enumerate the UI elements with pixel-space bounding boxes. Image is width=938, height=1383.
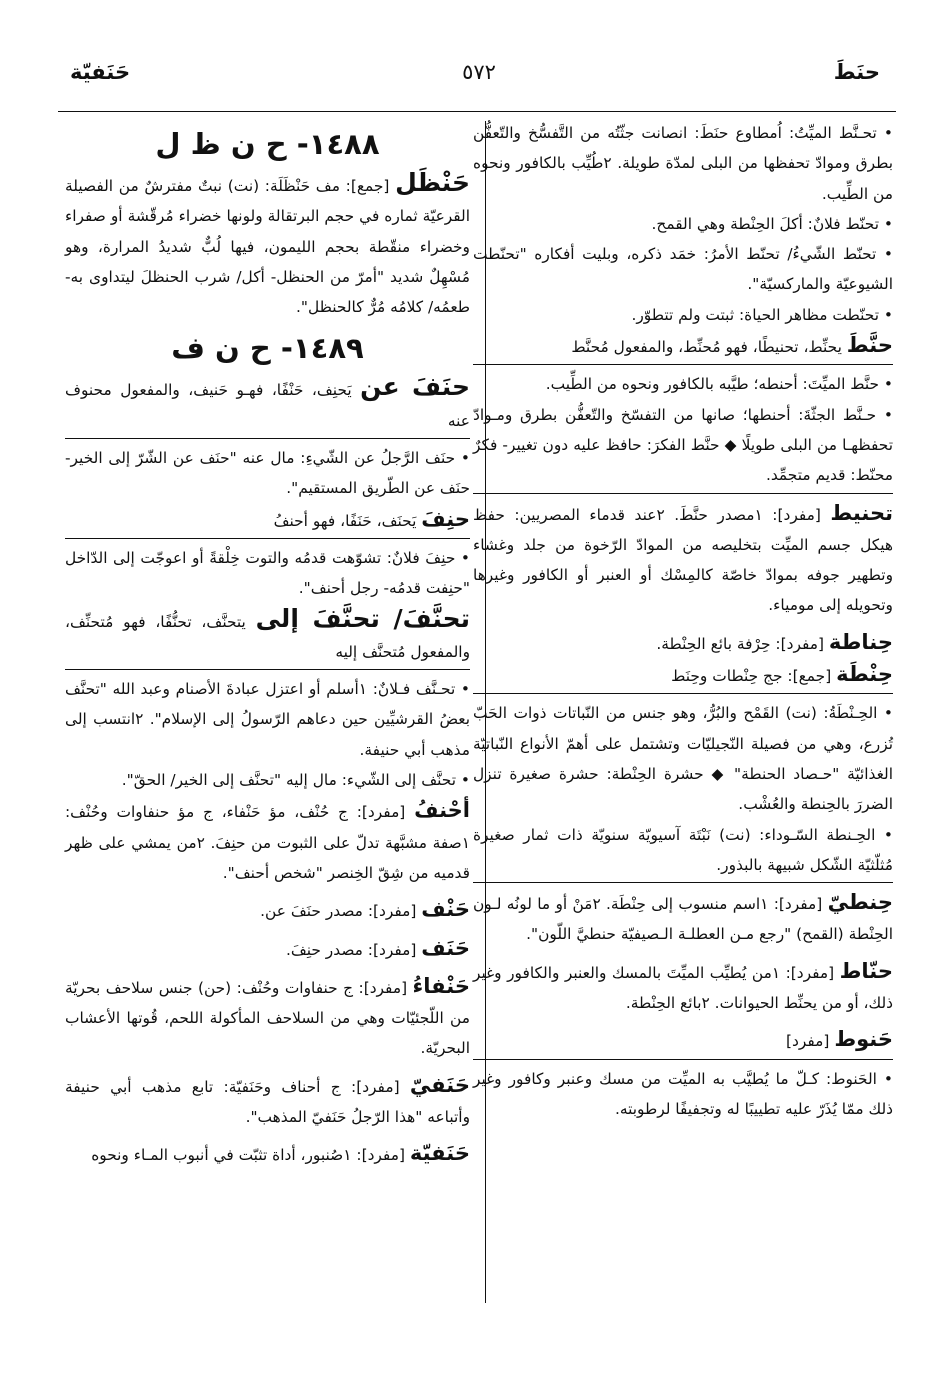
entry-text: [مفرد]: ج حُنْف، مؤ حَنْفاء، ج مؤ حنفاوات وحُنْف: ١صفة مشبَّهة تدلّ على الثبوت من حنِفَ. ٢من يمشي على ظهر قدميه من شِقّ الخِنصر "شخص أحنف". [65,803,470,882]
entry-text: [مفرد] [786,1032,835,1051]
definition: • تحنّط الشّيءُ/ تحنّط الأمرُ: خمَد ذكره، وبليت أفكاره "تحنّطت الشيوعيّة والماركسيّة". [473,245,893,294]
definition: • تحنَّف إلى الشّيء: مال إليه "تحنَّف إلى الخير/ الحقّ". [121,771,470,790]
entry [473,330,893,362]
header-left-word: حَنَفيّة [70,60,131,84]
definition: • تحنّط فلانٌ: أكلَ الحِنْطة وهي القمح. [651,214,893,233]
header-rule [58,111,896,112]
entry-divider [65,669,470,670]
entry [65,1070,470,1133]
entry-text: يَحنَف، حَنَفًا، فهو أحنفُ [273,511,422,530]
entry [65,971,470,1064]
entry-divider [473,693,893,694]
entry-divider [473,364,893,365]
entry-text: [مفرد]: ١اسم منسوب إلى حِنْطَة. ٢مَنْ أو ما لونُه لـون الحِنْطة (القمح) "رجع مـن العطلـة الـصيفيّة حنطيَّ اللّون". [473,895,893,944]
entry-text: [مفرد]: ج أحناف وحَنَفيّة: تابع مذهب أبي حنيفة وأتباعه "هذا الرّجلُ حَنَفيّ المذهب". [65,1077,470,1127]
entry-text: [مفرد]: مصدر حنِفَ. [285,940,422,959]
definition: • حنَّط الميِّتَ: أحنطه؛ طيَّبه بالكافور ونحوه من الطِّيب. [545,375,893,394]
definition: • تحنّطت مظاهر الحياة: ثبتت ولم تتطوّر. [631,305,893,324]
definition: • حنِفَ فلانٌ: تشوّهت قدمُه والتوت خِلْقةً أو اعوجّت إلى الدّاخل "حنِفت قدمُه- رجل أحنف". [65,548,470,598]
entry [473,627,893,659]
entry-headword: حنَّطَ [846,333,893,358]
entry-text: يتحنَّف، تحنُّفًا، فهو مُتحنِّف، والمفعول مُتحنَّف إليه [65,612,470,661]
left-column [65,118,470,1171]
definition: • تحـنَّط الميِّتُ: اُمطاوع حنَطَ: انصانت جثّتُه من التَّفسُّخ والتّعفُّن بطرق وموادّ تحفظها من البلى لمدّة طويلة. ٢طُيِّب بالكافور ونحوه من الطِّيب. [473,124,893,203]
entry-text: [مفرد]: ج حنفاوات وحُنْف: (حن) جنس سلاحف بحريّة من اللّجئيّات وهي من السلاحف المأكولة اللحم، قُوتها الأعشاب البحريّة. [65,978,470,1058]
definition: • الحِـنْطَةُ: (نت) القَمْح والبُرُّ، وهو جنس من النّباتات ذوات الحَبّ تُزرع، وهي من فصيلة النّجيليّات وتشتمل على أهمّ الأنواع النّباتيّة الغذائيّة "حـصاد الحنطة" ◆ حشرة الحِنْطة: حشرة صغيرة تنزل الضررَ بالحِنطة والعُشْب. [473,704,893,814]
entry-headword: تحنَّفَ/ تحنَّفَ إلى [255,603,470,633]
entry-divider [65,538,470,539]
entry-headword: حِناطة [828,629,893,654]
entry-headword: حِنْطَة [836,662,893,687]
definition: • الحَنوط: كـلّ ما يُطيَّب به الميِّت من مسك وعنبر وكافور وغير ذلك ممّا يُذَرّ عليه تطييبًا له وتجفيفًا لرطوبته. [473,1069,893,1118]
entry [473,498,893,621]
entry-divider [473,882,893,883]
right-column [473,118,893,1124]
entry-divider [473,493,893,494]
entry-text: [جمع]: جج حِنْطات وحِنَط [671,667,837,686]
entry [473,956,893,1019]
entry [65,795,470,888]
entry [473,887,893,950]
entry [473,659,893,691]
entry-headword: حَنَف [421,935,470,960]
entry-text: يَحنِف، حَنْفًا، فهـو حَنيف، والمفعول محنوف عنه [65,381,470,430]
entry-text: [مفرد]: حِرْفة بائع الحِنْطة. [656,634,829,653]
page-number: ٥٧٢ [462,60,496,84]
entry-text: [مفرد]: ١مصدر حنَّطَ. ٢عند قدماء المصريين: حفظ هيكل جسم الميِّت بتخليصه من الموادّ الرّخوة من جلد وغشاء وتطهير جوفه بموادّ خاصّة كالمِسْك أو العنبر أو الكافور وغيرها وتحويله إلى مومياء. [473,505,893,615]
entry [65,168,470,322]
page-header [60,60,898,100]
entry [65,1138,470,1170]
entry-text: يحنِّط، تحنيطًا، فهو مُحنِّط، والمفعول مُحنَّط [571,338,847,357]
entry [65,604,470,668]
entry [65,372,470,436]
root-heading: ١٤٨٨- ح ن ظ ل [155,127,380,161]
entry-text: [جمع]: مف حَنْظَلَة: (نت) نبتٌ مفترشٌ من الفصيلة القرعيّة ثماره في حجم البرتقالة ولونها خضراء مُرقّشة أو صفراء وخضراء منقّطة بحجم الليمون، فيها لُبٌّ شديدُ المرارة، وهو مُسْهِلٌ شديد "أمرّ من الحنظل- أكل/ شرب الحنظلَ ليتداوى به- طعمُه/ كلامُه مُرٌّ كالحنظل". [65,177,470,317]
entry [65,504,470,536]
entry-text: [مفرد]: ١صُنبور، أداة تثبّت في أنبوب المـاء ونحوه [91,1146,410,1165]
definition: • الحِـنطة السّـوداء: (نت) نَبْتَة آسيويّة سنويّة ذات ثمار صغيرة مُثلّثيّة الشّكل شبيهة بالبذور. [473,825,893,874]
entry-headword: حَنوط [834,1027,893,1052]
entry-headword: حِنطيّ [827,890,893,915]
entry-divider [65,438,470,439]
definition: • تحـنَّف فـلانٌ: ١أسلم أو اعتزل عبادةَ الأصنام وعبد الله "تحنَّف بعضُ القرشيِّين حين دعاهم الرّسولُ إلى الإسلام". ٢انتسب إلى مذهب أبي حنيفة. [65,680,471,759]
entry [65,933,470,965]
entry-headword: حنّاط [839,958,894,983]
entry-headword: حَنْف [421,897,470,922]
definition: • حنَف الرَّجلُ عن الشّيءِ: مال عنه "حنَف عن الشّرّ إلى الخير- حنَف عن الطّريق المستقيم". [65,449,470,498]
entry-text: [مفرد]: مصدر حنَفَ عن. [260,902,422,921]
entry-headword: تحنيط [830,500,894,525]
entry [65,894,470,926]
entry-headword: حنِفَ [421,506,470,531]
root-heading: ١٤٨٩- ح ن ف [171,331,364,366]
entry-divider [473,1059,893,1060]
entry-headword: حَنْظَل [395,168,470,197]
entry-headword: حنَفَ عن [360,372,470,402]
entry-headword: أحْنفُ [414,798,470,823]
entry-headword: حَنَفيّ [409,1072,470,1097]
entry-headword: حَنْفاءُ [412,973,470,998]
entry-headword: حَنَفيّة [409,1141,470,1166]
header-right-word: حنَطَ [833,60,880,84]
entry-text: [مفرد]: ١من يُطيِّب الميِّتَ بالمسك والعنبر والكافور وغير ذلك، أو من يحنِّط الحيوانات. ٢بائع الحِنْطة. [473,963,893,1013]
definition: • حـنَّط الجثّةَ: أحنطها؛ صانها من التفسّخ والتّعفُّن بطرق ومـوادّ تحفظهـا من البلى طويلًا ◆ حنَّط الفكرَ: حافظ عليه دون تغيير- فكرٌ محنّط: قديم متجمِّد. [473,405,893,485]
entry [473,1024,893,1056]
